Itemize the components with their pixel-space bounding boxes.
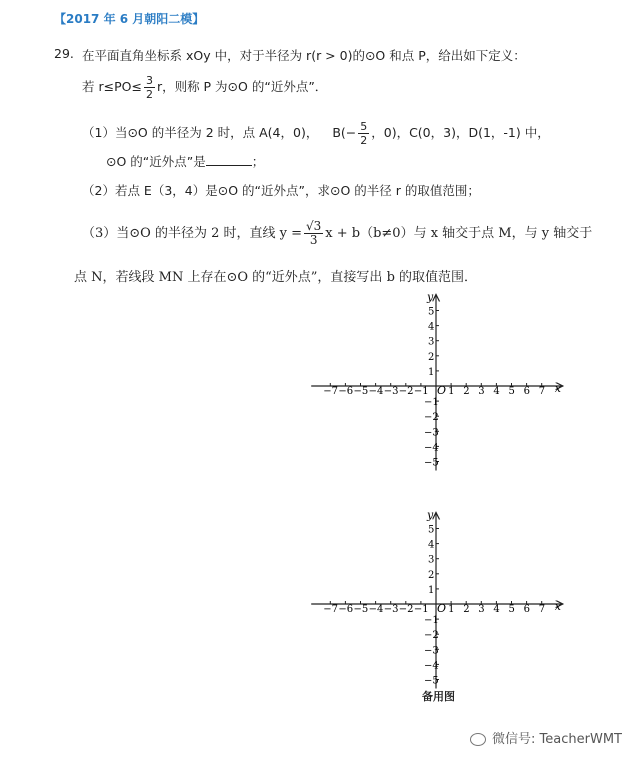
x-tick-label: 1: [448, 604, 455, 615]
y-tick-label: −2: [424, 630, 439, 642]
x-tick-label: 6: [523, 386, 530, 397]
y-tick-label: 2: [428, 569, 435, 581]
y-tick-label: −5: [424, 457, 439, 469]
x-tick-label: 7: [538, 386, 546, 397]
x-tick-label: 2: [463, 386, 470, 397]
x-axis-label: x: [554, 600, 562, 613]
part3-text-b: x + b（b≠0）与 x 轴交于点 M，与 y 轴交于: [325, 226, 593, 241]
y-tick-label: 4: [428, 321, 435, 333]
x-tick-label: −6: [338, 604, 354, 615]
x-tick-label: 1: [448, 386, 455, 397]
y-axis-label: y: [427, 290, 434, 304]
definition-fraction: $\frac{3}{2}$: [145, 74, 153, 101]
y-tick-label: 4: [428, 539, 435, 551]
x-tick-label: 3: [478, 604, 485, 615]
part2-line: （2）若点 E（3，4）是⊙O 的“近外点”，求⊙O 的半径 r 的取值范围；: [82, 183, 480, 198]
y-axis-label: y: [427, 508, 434, 522]
x-tick-label: −4: [368, 386, 384, 397]
y-tick-label: 5: [428, 524, 435, 536]
definition-before: 若 r≤PO≤: [82, 79, 142, 94]
x-tick-label: −2: [398, 386, 414, 397]
part3-line2: 点 N，若线段 MN 上存在⊙O 的“近外点”，直接写出 b 的取值范围．: [74, 270, 478, 285]
x-tick-label: 6: [523, 604, 530, 615]
x-tick-label: −3: [383, 604, 399, 615]
y-tick-label: −3: [424, 645, 439, 657]
watermark-text: 微信号: TeacherWMT: [492, 732, 622, 747]
x-tick-label: −7: [323, 386, 339, 397]
coordinate-graph-main: [311, 290, 563, 470]
x-tick-label: 7: [538, 604, 546, 615]
x-axis-label: x: [554, 382, 562, 395]
y-tick-label: −3: [424, 427, 439, 439]
x-tick-label: −7: [323, 604, 339, 615]
problem-line1: 在平面直角坐标系 xOy 中，对于半径为 r(r > 0)的⊙O 和点 P，给出如下定义：: [82, 48, 526, 63]
part1-text-a: （1）当⊙O 的半径为 2 时，点 A(4，0)，: [82, 125, 319, 140]
problem-number: 29.: [54, 46, 74, 61]
x-tick-label: −1: [413, 386, 429, 397]
y-tick-label: −2: [424, 412, 439, 424]
x-tick-label: −5: [353, 386, 369, 397]
x-tick-label: 2: [463, 604, 470, 615]
x-tick-label: 4: [493, 386, 500, 397]
part1-line2-end: ；: [251, 154, 265, 169]
y-tick-label: −4: [424, 442, 439, 454]
wechat-icon: [470, 733, 486, 746]
part1-fraction: $\frac{5}{2}$: [360, 120, 368, 147]
origin-label: O: [437, 384, 447, 397]
y-tick-label: 2: [428, 351, 435, 363]
definition-after: r，则称 P 为⊙O 的“近外点”．: [156, 79, 328, 94]
x-tick-label: −4: [368, 604, 384, 615]
x-tick-label: −1: [413, 604, 429, 615]
part3-text-a: （3）当⊙O 的半径为 2 时，直线 y =: [82, 226, 302, 241]
part3-fraction: $\frac{√3}{3}$: [306, 219, 322, 247]
y-tick-label: 3: [428, 554, 435, 566]
y-tick-label: 5: [428, 306, 435, 318]
x-tick-label: −3: [383, 386, 399, 397]
x-tick-label: 3: [478, 386, 485, 397]
y-tick-label: 1: [428, 366, 435, 378]
y-tick-label: −1: [424, 615, 439, 627]
x-tick-label: −2: [398, 604, 414, 615]
part1-b-pre: B(−: [332, 125, 357, 140]
coordinate-graph-backup: [311, 508, 563, 688]
x-tick-label: 5: [508, 386, 515, 397]
backup-graph-caption: 备用图: [422, 690, 455, 703]
y-tick-label: −4: [424, 660, 439, 672]
source-header: 【2017 年 6 月朝阳二模】: [54, 12, 205, 26]
y-tick-label: −1: [424, 397, 439, 409]
y-tick-label: 3: [428, 336, 435, 348]
y-tick-label: 1: [428, 584, 435, 596]
y-tick-label: −5: [424, 675, 439, 687]
origin-label: O: [437, 602, 447, 615]
part1-line2-text: ⊙O 的“近外点”是: [106, 154, 206, 169]
part1-b-post: ，0)，C(0，3)，D(1，-1) 中，: [371, 125, 550, 140]
x-tick-label: −5: [353, 604, 369, 615]
wechat-watermark: [470, 728, 622, 747]
x-tick-label: 4: [493, 604, 500, 615]
x-tick-label: −6: [338, 386, 354, 397]
x-tick-label: 5: [508, 604, 515, 615]
